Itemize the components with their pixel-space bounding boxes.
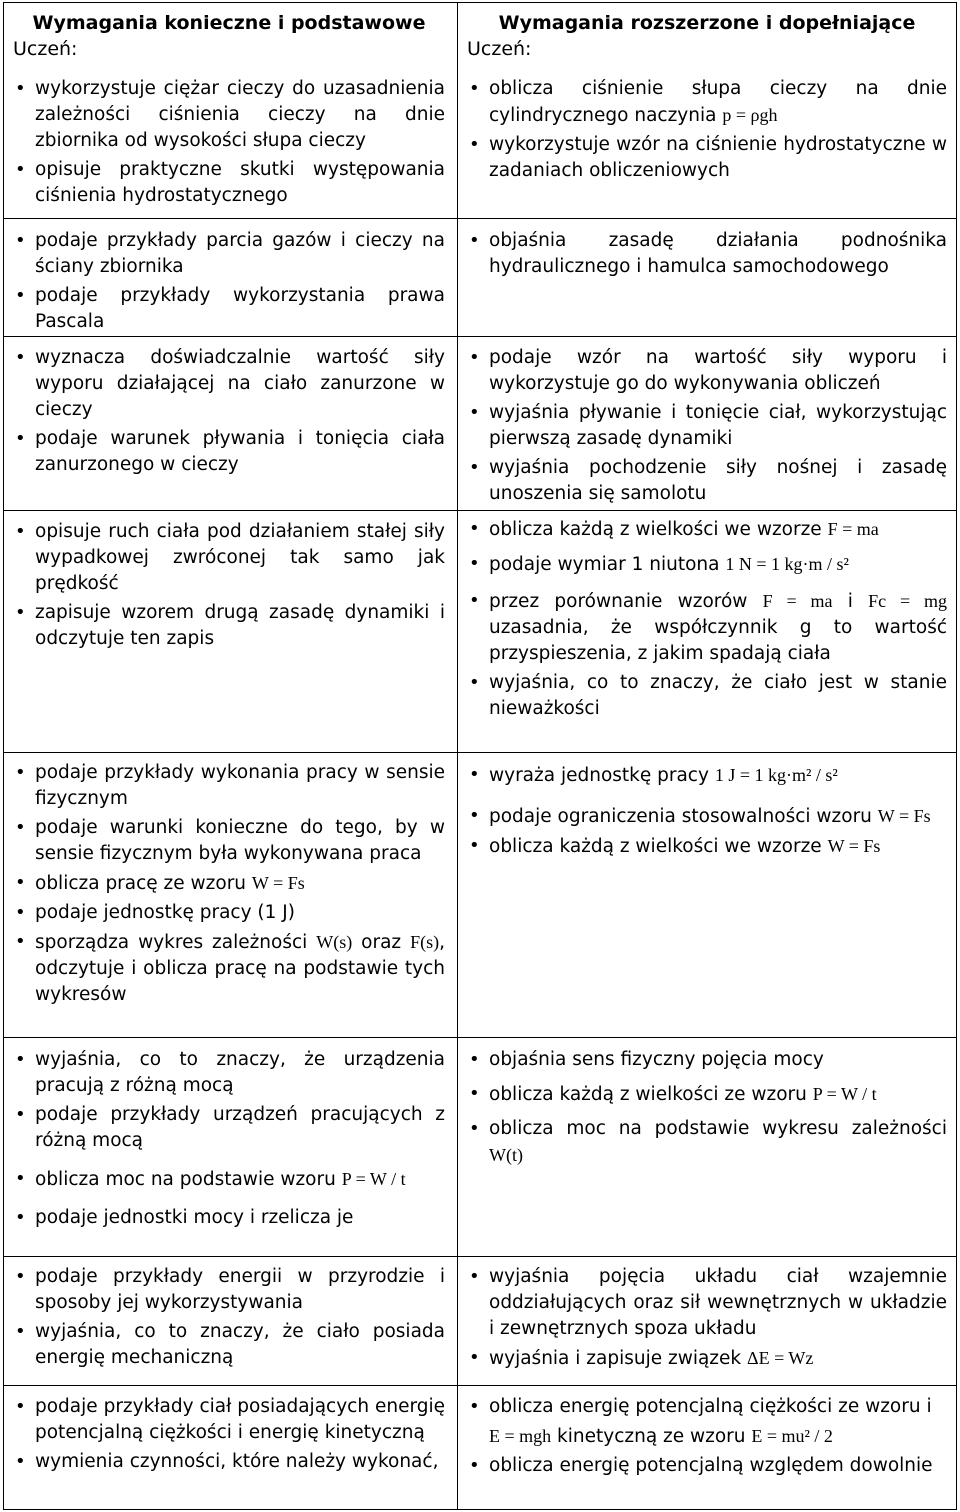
list-item: • wymienia czynności, które należy wykonać, xyxy=(13,1449,445,1475)
formula-power: P = W / t xyxy=(341,1169,406,1189)
list-item: • zapisuje wzorem drugą zasadę dynamiki i odczytuje ten zapis xyxy=(13,600,445,652)
formula-ek: E = mu² / 2 xyxy=(751,1426,833,1446)
row6-right-list xyxy=(467,1047,947,1172)
list-item: • wyjaśnia pływanie i tonięcie ciał, wykorzystując pierwszą zasadę dynamiki xyxy=(467,400,947,452)
list-item: • objaśnia zasadę działania podnośnika hydraulicznego i hamulca samochodowego xyxy=(467,228,947,280)
list-item: • podaje przykłady ciał posiadających energię potencjalną ciężkości i energię kinetyczną xyxy=(13,1394,445,1446)
list-item: • opisuje ruch ciała pod działaniem stałej siły wypadkowej zwróconej tak samo jak prędkość xyxy=(13,519,445,597)
formula-ws: W(s) xyxy=(316,932,353,952)
student-label: Uczeń: xyxy=(467,38,532,60)
formula-wt: W(t) xyxy=(489,1145,523,1165)
right-header-title: Wymagania rozszerzone i dopełniające xyxy=(498,12,916,34)
list-item: • podaje warunki konieczne do tego, by w sensie fizycznym była wykonywana praca xyxy=(13,815,445,867)
list-item: • podaje jednostki mocy i rzelicza je xyxy=(13,1205,445,1231)
row3-left-list xyxy=(13,345,445,481)
list-item: • podaje wzór na wartość siły wyporu i wykorzystuje go do wykonywania obliczeń xyxy=(467,345,947,397)
list-item: • wyznacza doświadczalnie wartość siły wyporu działającej na ciało zanurzone w cieczy xyxy=(13,345,445,423)
row4-right-list xyxy=(467,516,947,725)
list-item: • wyjaśnia, co to znaczy, że ciało posiada energię mechaniczną xyxy=(13,1319,445,1371)
list-item: • podaje przykłady energii w przyrodzie i sposoby jej wykorzystywania xyxy=(13,1264,445,1316)
list-item: • przez porównanie wzorów F = ma i Fc = mg uzasadnia, że współczynnik g to wartość przyspieszenia, z jakim spadają ciała xyxy=(467,588,947,667)
list-item: • podaje przykłady wykorzystania prawa Pascala xyxy=(13,283,445,335)
row-divider xyxy=(3,510,957,511)
left-column-header xyxy=(13,10,445,62)
list-item: • oblicza każdą z wielkości we wzorze W = Fs xyxy=(467,833,947,860)
list-item: • oblicza każdą z wielkości ze wzoru P = W / t xyxy=(467,1081,947,1108)
right-column-header xyxy=(467,10,947,62)
row1-right-list xyxy=(467,76,947,187)
list-item: • podaje przykłady parcia gazów i cieczy na ściany zbiornika xyxy=(13,228,445,280)
formula-wfs: W = Fs xyxy=(251,873,305,893)
list-item: • oblicza moc na podstawie wzoru P = W / t xyxy=(13,1166,445,1193)
list-item: • wyjaśnia, co to znaczy, że ciało jest w stanie nieważkości xyxy=(467,670,947,722)
column-divider xyxy=(457,2,458,1510)
formula-wfs-3: W = Fs xyxy=(827,836,881,856)
row8-left-list xyxy=(13,1394,445,1478)
list-item: • wyjaśnia pochodzenie siły nośnej i zasadę unoszenia się samolotu xyxy=(467,455,947,507)
list-item: • wykorzystuje ciężar cieczy do uzasadnienia zależności ciśnienia cieczy na dnie zbiornika od wysokości słupa cieczy xyxy=(13,76,445,154)
row7-left-list xyxy=(13,1264,445,1374)
list-item: • oblicza moc na podstawie wykresu zależności W(t) xyxy=(467,1116,947,1169)
formula-delta-e: ΔE = Wz xyxy=(747,1348,814,1368)
row2-right-list xyxy=(467,228,947,283)
list-item: • oblicza pracę ze wzoru W = Fs xyxy=(13,870,445,897)
formula-power-2: P = W / t xyxy=(812,1084,877,1104)
list-item: • opisuje praktyczne skutki występowania ciśnienia hydrostatycznego xyxy=(13,157,445,209)
row1-left-list xyxy=(13,76,445,212)
row7-right-list xyxy=(467,1264,947,1375)
list-item: • oblicza ciśnienie słupa cieczy na dnie cylindrycznego naczynia p = ρgh xyxy=(467,76,947,129)
formula-ep: E = mgh xyxy=(489,1426,552,1446)
list-item: • wykorzystuje wzór na ciśnienie hydrostatyczne w zadaniach obliczeniowych xyxy=(467,132,947,184)
row4-left-list xyxy=(13,519,445,655)
list-item: • podaje warunek pływania i tonięcia ciała zanurzonego w cieczy xyxy=(13,426,445,478)
list-item: • wyjaśnia, co to znaczy, że urządzenia pracują z różną mocą xyxy=(13,1047,445,1099)
row3-right-list xyxy=(467,345,947,510)
formula-wfs-2: W = Fs xyxy=(877,806,931,826)
row2-left-list xyxy=(13,228,445,338)
formula-fma-2: F = ma xyxy=(762,591,833,611)
formula-fs: F(s) xyxy=(410,932,440,952)
formula-pressure: p = ρgh xyxy=(722,105,778,125)
row8-right-list xyxy=(467,1394,947,1482)
row-divider xyxy=(3,218,957,219)
list-item: • podaje przykłady urządzeń pracujących z różną mocą xyxy=(13,1102,445,1154)
row-divider xyxy=(3,1037,957,1038)
row5-right-list xyxy=(467,762,947,863)
formula-newton: 1 N = 1 kg·m / s² xyxy=(725,554,849,574)
row-divider xyxy=(3,1385,957,1386)
row5-left-list xyxy=(13,760,445,1011)
list-item: • oblicza energię potencjalną ciężkości ze wzoru i xyxy=(467,1394,947,1420)
list-item: • podaje ograniczenia stosowalności wzoru W = Fs xyxy=(467,803,947,830)
list-item: • wyjaśnia i zapisuje związek ΔE = Wz xyxy=(467,1345,947,1372)
list-item: • oblicza każdą z wielkości we wzorze F = ma xyxy=(467,516,947,543)
list-item: • podaje przykłady wykonania pracy w sensie fizycznym xyxy=(13,760,445,812)
list-item: • oblicza energię potencjalną względem dowolnie xyxy=(467,1453,947,1479)
row-divider xyxy=(3,752,957,753)
list-item: E = mgh kinetyczną ze wzoru E = mu² / 2 xyxy=(489,1426,833,1447)
formula-fma: F = ma xyxy=(827,519,879,539)
formula-fc: Fc = mg xyxy=(868,591,947,611)
row6-left-list xyxy=(13,1047,445,1234)
student-label: Uczeń: xyxy=(13,38,78,60)
list-item: • wyjaśnia pojęcia układu ciał wzajemnie oddziałujących oraz sił wewnętrznych w układzie i zewnętrznych spoza układu xyxy=(467,1264,947,1342)
row-divider xyxy=(3,1256,957,1257)
list-item: • podaje jednostkę pracy (1 J) xyxy=(13,900,445,926)
list-item: • objaśnia sens fizyczny pojęcia mocy xyxy=(467,1047,947,1073)
list-item: • sporządza wykres zależności W(s) oraz F(s), odczytuje i oblicza pracę na podstawie tych wykresów xyxy=(13,929,445,1008)
list-item: • wyraża jednostkę pracy 1 J = 1 kg·m² / s² xyxy=(467,762,947,789)
list-item: • podaje wymiar 1 niutona 1 N = 1 kg·m / s² xyxy=(467,551,947,578)
formula-joule: 1 J = 1 kg·m² / s² xyxy=(714,765,838,785)
left-header-title: Wymagania konieczne i podstawowe xyxy=(32,12,426,34)
